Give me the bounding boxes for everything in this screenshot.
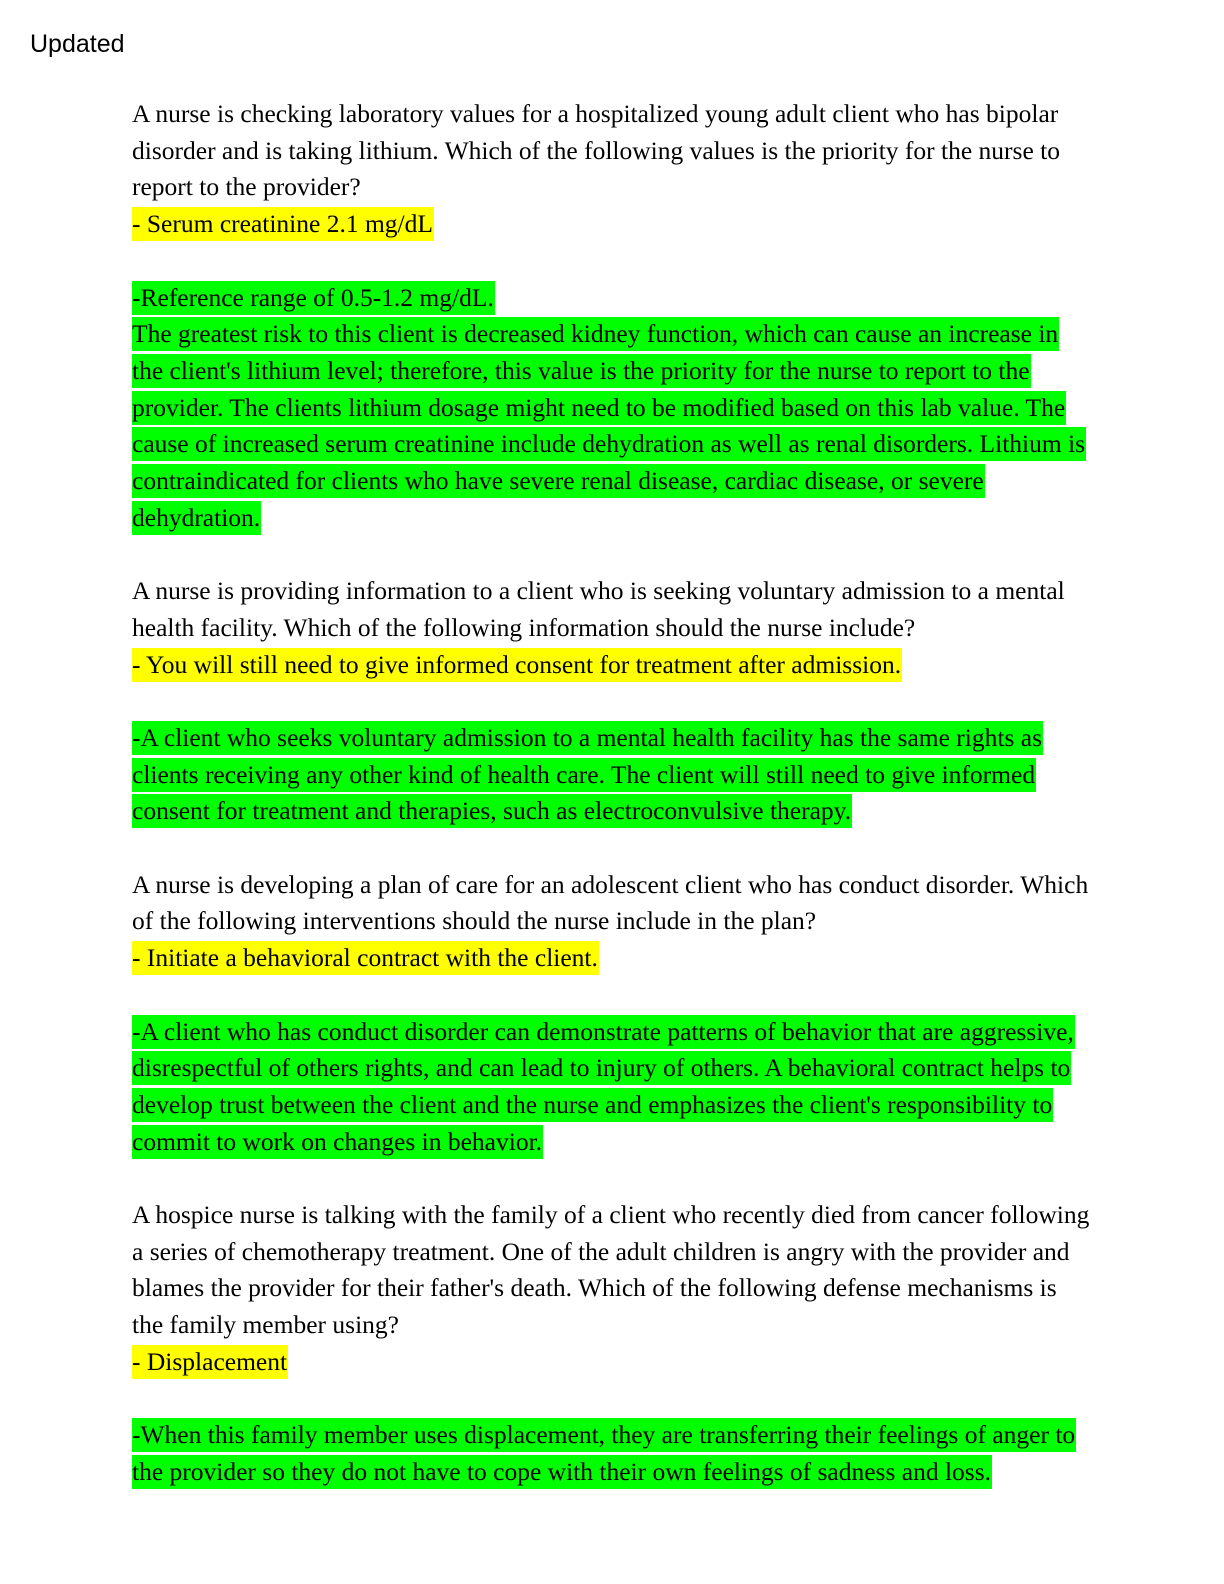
rationale-highlight: -A client who has conduct disorder can demonstrate patterns of behavior that are aggressive, disrespectful of others rights, and can lead to injury of others. A behavioral contract helps to develop trust between the client and the nurse and emphasizes the client's responsibility to commit to work on changes in behavior. (132, 1015, 1075, 1159)
spacer (132, 243, 1092, 280)
qa-item-3 (132, 867, 1092, 1161)
rationale-highlight: -Reference range of 0.5-1.2 mg/dL. (132, 281, 495, 315)
rationale-highlight: The greatest risk to this client is decreased kidney function, which can cause an increase in the client's lithium level; therefore, this value is the priority for the nurse to report to the provider. The clients lithium dosage might need to be modified based on this lab value. The cause of increased serum creatinine include dehydration as well as renal disorders. Lithium is contraindicated for clients who have severe renal disease, cardiac disease, or severe dehydration. (132, 317, 1086, 535)
question-text: A nurse is developing a plan of care for an adolescent client who has conduct disorder. Which of the following interventions should the nurse include in the plan? (132, 869, 1089, 936)
rationale-highlight: -When this family member uses displacement, they are transferring their feelings of anger to the provider so they do not have to cope with their own feelings of sadness and loss. (132, 1418, 1076, 1489)
spacer (132, 830, 1092, 867)
qa-item-2 (132, 573, 1092, 830)
answer-line (132, 940, 1092, 977)
document-body (132, 96, 1092, 1491)
spacer (132, 536, 1092, 573)
spacer (132, 977, 1092, 1014)
rationale-line (132, 720, 1092, 830)
rationale-line (132, 1014, 1092, 1161)
answer-line (132, 1344, 1092, 1381)
spacer (132, 1381, 1092, 1418)
answer-highlight: - Displacement (132, 1345, 288, 1379)
rationale-line (132, 316, 1092, 536)
rationale-line (132, 280, 1092, 317)
spacer (132, 683, 1092, 720)
answer-highlight: - Serum creatinine 2.1 mg/dL (132, 207, 434, 241)
answer-highlight: - You will still need to give informed consent for treatment after admission. (132, 648, 902, 682)
answer-line (132, 647, 1092, 684)
question-text: A nurse is providing information to a client who is seeking voluntary admission to a mental health facility. Which of the following information should the nurse include? (132, 576, 1065, 642)
qa-item-1 (132, 96, 1092, 536)
page-header: Updated (30, 30, 125, 58)
rationale-highlight: -A client who seeks voluntary admission to a mental health facility has the same rights as clients receiving any other kind of health care. The client will still need to give informed consent for treatment and therapies, such as electroconvulsive therapy. (132, 721, 1043, 828)
answer-highlight: - Initiate a behavioral contract with the client. (132, 941, 599, 975)
rationale-line (132, 1417, 1092, 1490)
spacer (132, 1160, 1092, 1197)
question-text: A nurse is checking laboratory values for a hospitalized young adult client who has bipolar disorder and is taking lithium. Which of the following values is the priority for the nurse to report to the provider? (132, 99, 1060, 202)
qa-item-4 (132, 1197, 1092, 1491)
answer-line (132, 206, 1092, 243)
question-text: A hospice nurse is talking with the family of a client who recently died from cancer following a series of chemotherapy treatment. One of the adult children is angry with the provider and blames the provider for their father's death. Which of the following defense mechanisms is the family member using? (132, 1200, 1090, 1340)
